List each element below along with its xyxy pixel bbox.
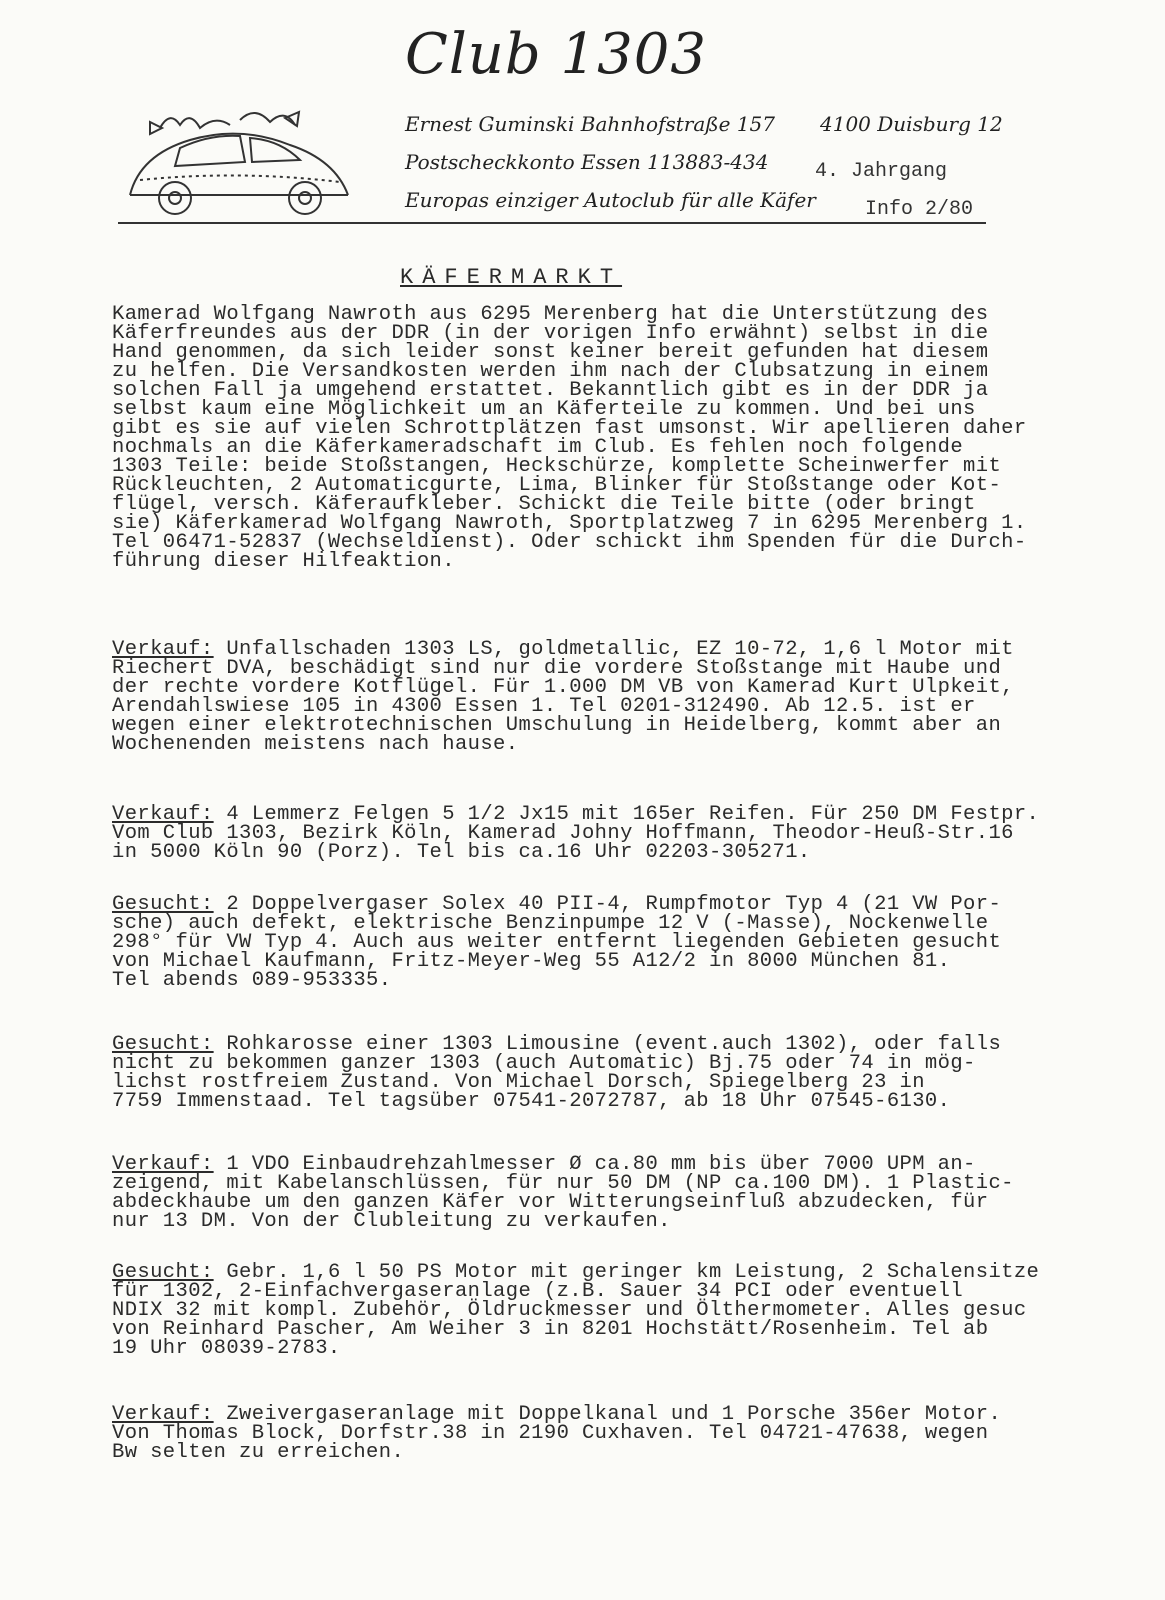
- ad-block: [112, 1405, 1107, 1462]
- text-line: 7759 Immenstaad. Tel tagsüber 07541-2072787, ab 18 Uhr 07545-6130.: [112, 1090, 951, 1113]
- ad-text: 2 Doppelvergaser Solex 40 PII-4, Rumpfmotor Typ 4 (21 VW Por-: [213, 893, 1002, 916]
- text-line: 298° für VW Typ 4. Auch aus weiter entfernt liegenden Gebieten gesucht: [112, 931, 1002, 954]
- text-line: sie) Käferkamerad Wolfgang Nawroth, Sportplatzweg 7 in 6295 Merenberg 1.: [112, 512, 1027, 535]
- ad-text: 1 VDO Einbaudrehzahlmesser Ø ca.80 mm bis über 7000 UPM an-: [213, 1153, 976, 1176]
- text-line: Vom Club 1303, Bezirk Köln, Kamerad Johny Hoffmann, Theodor-Heuß-Str.16: [112, 822, 1014, 845]
- ad-text: Unfallschaden 1303 LS, goldmetallic, EZ 10-72, 1,6 l Motor mit: [213, 638, 1014, 661]
- text-line: Arendahlswiese 105 in 4300 Essen 1. Tel 0201-312490. Ab 12.5. ist er: [112, 695, 976, 718]
- ad-text: Zweivergaseranlage mit Doppelkanal und 1 Porsche 356er Motor.: [213, 1403, 1002, 1426]
- text-line: nochmals an die Käferkameradschaft im Club. Es fehlen noch folgende: [112, 436, 964, 459]
- ad-label: Verkauf:: [112, 638, 214, 661]
- text-line: Kamerad Wolfgang Nawroth aus 6295 Merenberg hat die Unterstützung des: [112, 303, 989, 326]
- text-line: Tel 06471-52837 (Wechseldienst). Oder schickt ihm Spenden für die Durch-: [112, 531, 1027, 554]
- text-line: nur 13 DM. Von der Clubleitung zu verkaufen.: [112, 1210, 671, 1233]
- text-line: Bw selten zu erreichen.: [112, 1441, 405, 1464]
- text-line: Rückleuchten, 2 Automaticgurte, Lima, Blinker für Stoßstange oder Kot-: [112, 474, 1002, 497]
- text-line: von Reinhard Pascher, Am Weiher 3 in 8201 Hochstätt/Rosenheim. Tel ab: [112, 1318, 989, 1341]
- text-line: sche) auch defekt, elektrische Benzinpumpe 12 V (-Masse), Nockenwelle: [112, 912, 989, 935]
- text-line: solchen Fall ja umgehend erstattet. Bekanntlich gibt es in der DDR ja: [112, 379, 989, 402]
- text-line: in 5000 Köln 90 (Porz). Tel bis ca.16 Uhr 02203-305271.: [112, 841, 811, 864]
- text-line: Hand genommen, da sich leider sonst keiner bereit gefunden hat diesem: [112, 341, 989, 364]
- year-label: 4. Jahrgang: [815, 160, 948, 183]
- intro-paragraph: [112, 305, 1107, 571]
- section-heading: KÄFERMARKT: [400, 265, 623, 290]
- text-line: nicht zu bekommen ganzer 1303 (auch Automatic) Bj.75 oder 74 in mög-: [112, 1052, 976, 1075]
- ad-block: [112, 805, 1107, 862]
- text-line: Käferfreundes aus der DDR (in der vorigen Info erwähnt) selbst in die: [112, 322, 989, 345]
- text-line: abdeckhaube um den ganzen Käfer vor Witterungseinfluß abzudecken, für: [112, 1191, 989, 1214]
- slogan: Europas einziger Autoclub für alle Käfer: [405, 188, 816, 212]
- text-line: wegen einer elektrotechnischen Umschulung in Heidelberg, kommt aber an: [112, 714, 1002, 737]
- text-line: Wochenenden meistens nach hause.: [112, 733, 519, 756]
- text-line: der rechte vordere Kotflügel. Für 1.000 DM VB von Kamerad Kurt Ulpkeit,: [112, 676, 1014, 699]
- ad-label: Verkauf:: [112, 1403, 214, 1426]
- text-line: von Michael Kaufmann, Fritz-Meyer-Weg 55 A12/2 in 8000 München 81.: [112, 950, 951, 973]
- ad-block: [112, 1263, 1107, 1358]
- text-line: flügel, versch. Käferaufkleber. Schickt die Teile bitte (oder bringt: [112, 493, 976, 516]
- ad-text: Rohkarosse einer 1303 Limousine (event.auch 1302), oder falls: [213, 1033, 1002, 1056]
- text-line: 19 Uhr 08039-2783.: [112, 1337, 341, 1360]
- ad-text: Gebr. 1,6 l 50 PS Motor mit geringer km Leistung, 2 Schalensitze: [213, 1261, 1040, 1284]
- beetle-car-logo: [120, 100, 360, 220]
- text-line: lichst rostfreiem Zustand. Von Michael Dorsch, Spiegelberg 23 in: [112, 1071, 925, 1094]
- text-line: NDIX 32 mit kompl. Zubehör, Öldruckmesser und Ölthermometer. Alles gesuc: [112, 1299, 1027, 1322]
- ad-label: Gesucht:: [112, 1033, 214, 1056]
- letterhead-divider: [118, 222, 986, 224]
- ad-block: [112, 1155, 1107, 1231]
- ad-label: Gesucht:: [112, 893, 214, 916]
- account-line: Postscheckkonto Essen 113883-434: [405, 150, 769, 174]
- text-line: selbst kaum eine Möglichkeit um an Käferteile zu kommen. Und bei uns: [112, 398, 976, 421]
- text-line: Tel abends 089-953335.: [112, 969, 392, 992]
- ad-block: [112, 1035, 1107, 1111]
- city-line: 4100 Duisburg 12: [820, 112, 1003, 136]
- text-line: für 1302, 2-Einfachvergaseranlage (z.B. Sauer 34 PCI oder eventuell: [112, 1280, 964, 1303]
- issue-label: Info 2/80: [865, 198, 974, 221]
- text-line: führung dieser Hilfeaktion.: [112, 550, 455, 573]
- ad-label: Verkauf:: [112, 1153, 214, 1176]
- text-line: zeigend, mit Kabelanschlüssen, für nur 50 DM (NP ca.100 DM). 1 Plastic-: [112, 1172, 1014, 1195]
- text-line: Von Thomas Block, Dorfstr.38 in 2190 Cuxhaven. Tel 04721-47638, wegen: [112, 1422, 989, 1445]
- ad-block: [112, 640, 1107, 754]
- ad-text: 4 Lemmerz Felgen 5 1/2 Jx15 mit 165er Reifen. Für 250 DM Festpr.: [213, 803, 1040, 826]
- ad-label: Verkauf:: [112, 803, 214, 826]
- text-line: 1303 Teile: beide Stoßstangen, Heckschürze, komplette Scheinwerfer mit: [112, 455, 1002, 478]
- address-line: Ernest Guminski Bahnhofstraße 157: [405, 112, 775, 136]
- ad-label: Gesucht:: [112, 1261, 214, 1284]
- club-title: Club 1303: [405, 22, 707, 87]
- ad-block: [112, 895, 1107, 990]
- text-line: Riechert DVA, beschädigt sind nur die vordere Stoßstange mit Haube und: [112, 657, 1002, 680]
- text-line: zu helfen. Die Versandkosten werden ihm nach der Clubsatzung in einem: [112, 360, 989, 383]
- text-line: gibt es sie auf vielen Schrottplätzen fast umsonst. Wir apellieren daher: [112, 417, 1027, 440]
